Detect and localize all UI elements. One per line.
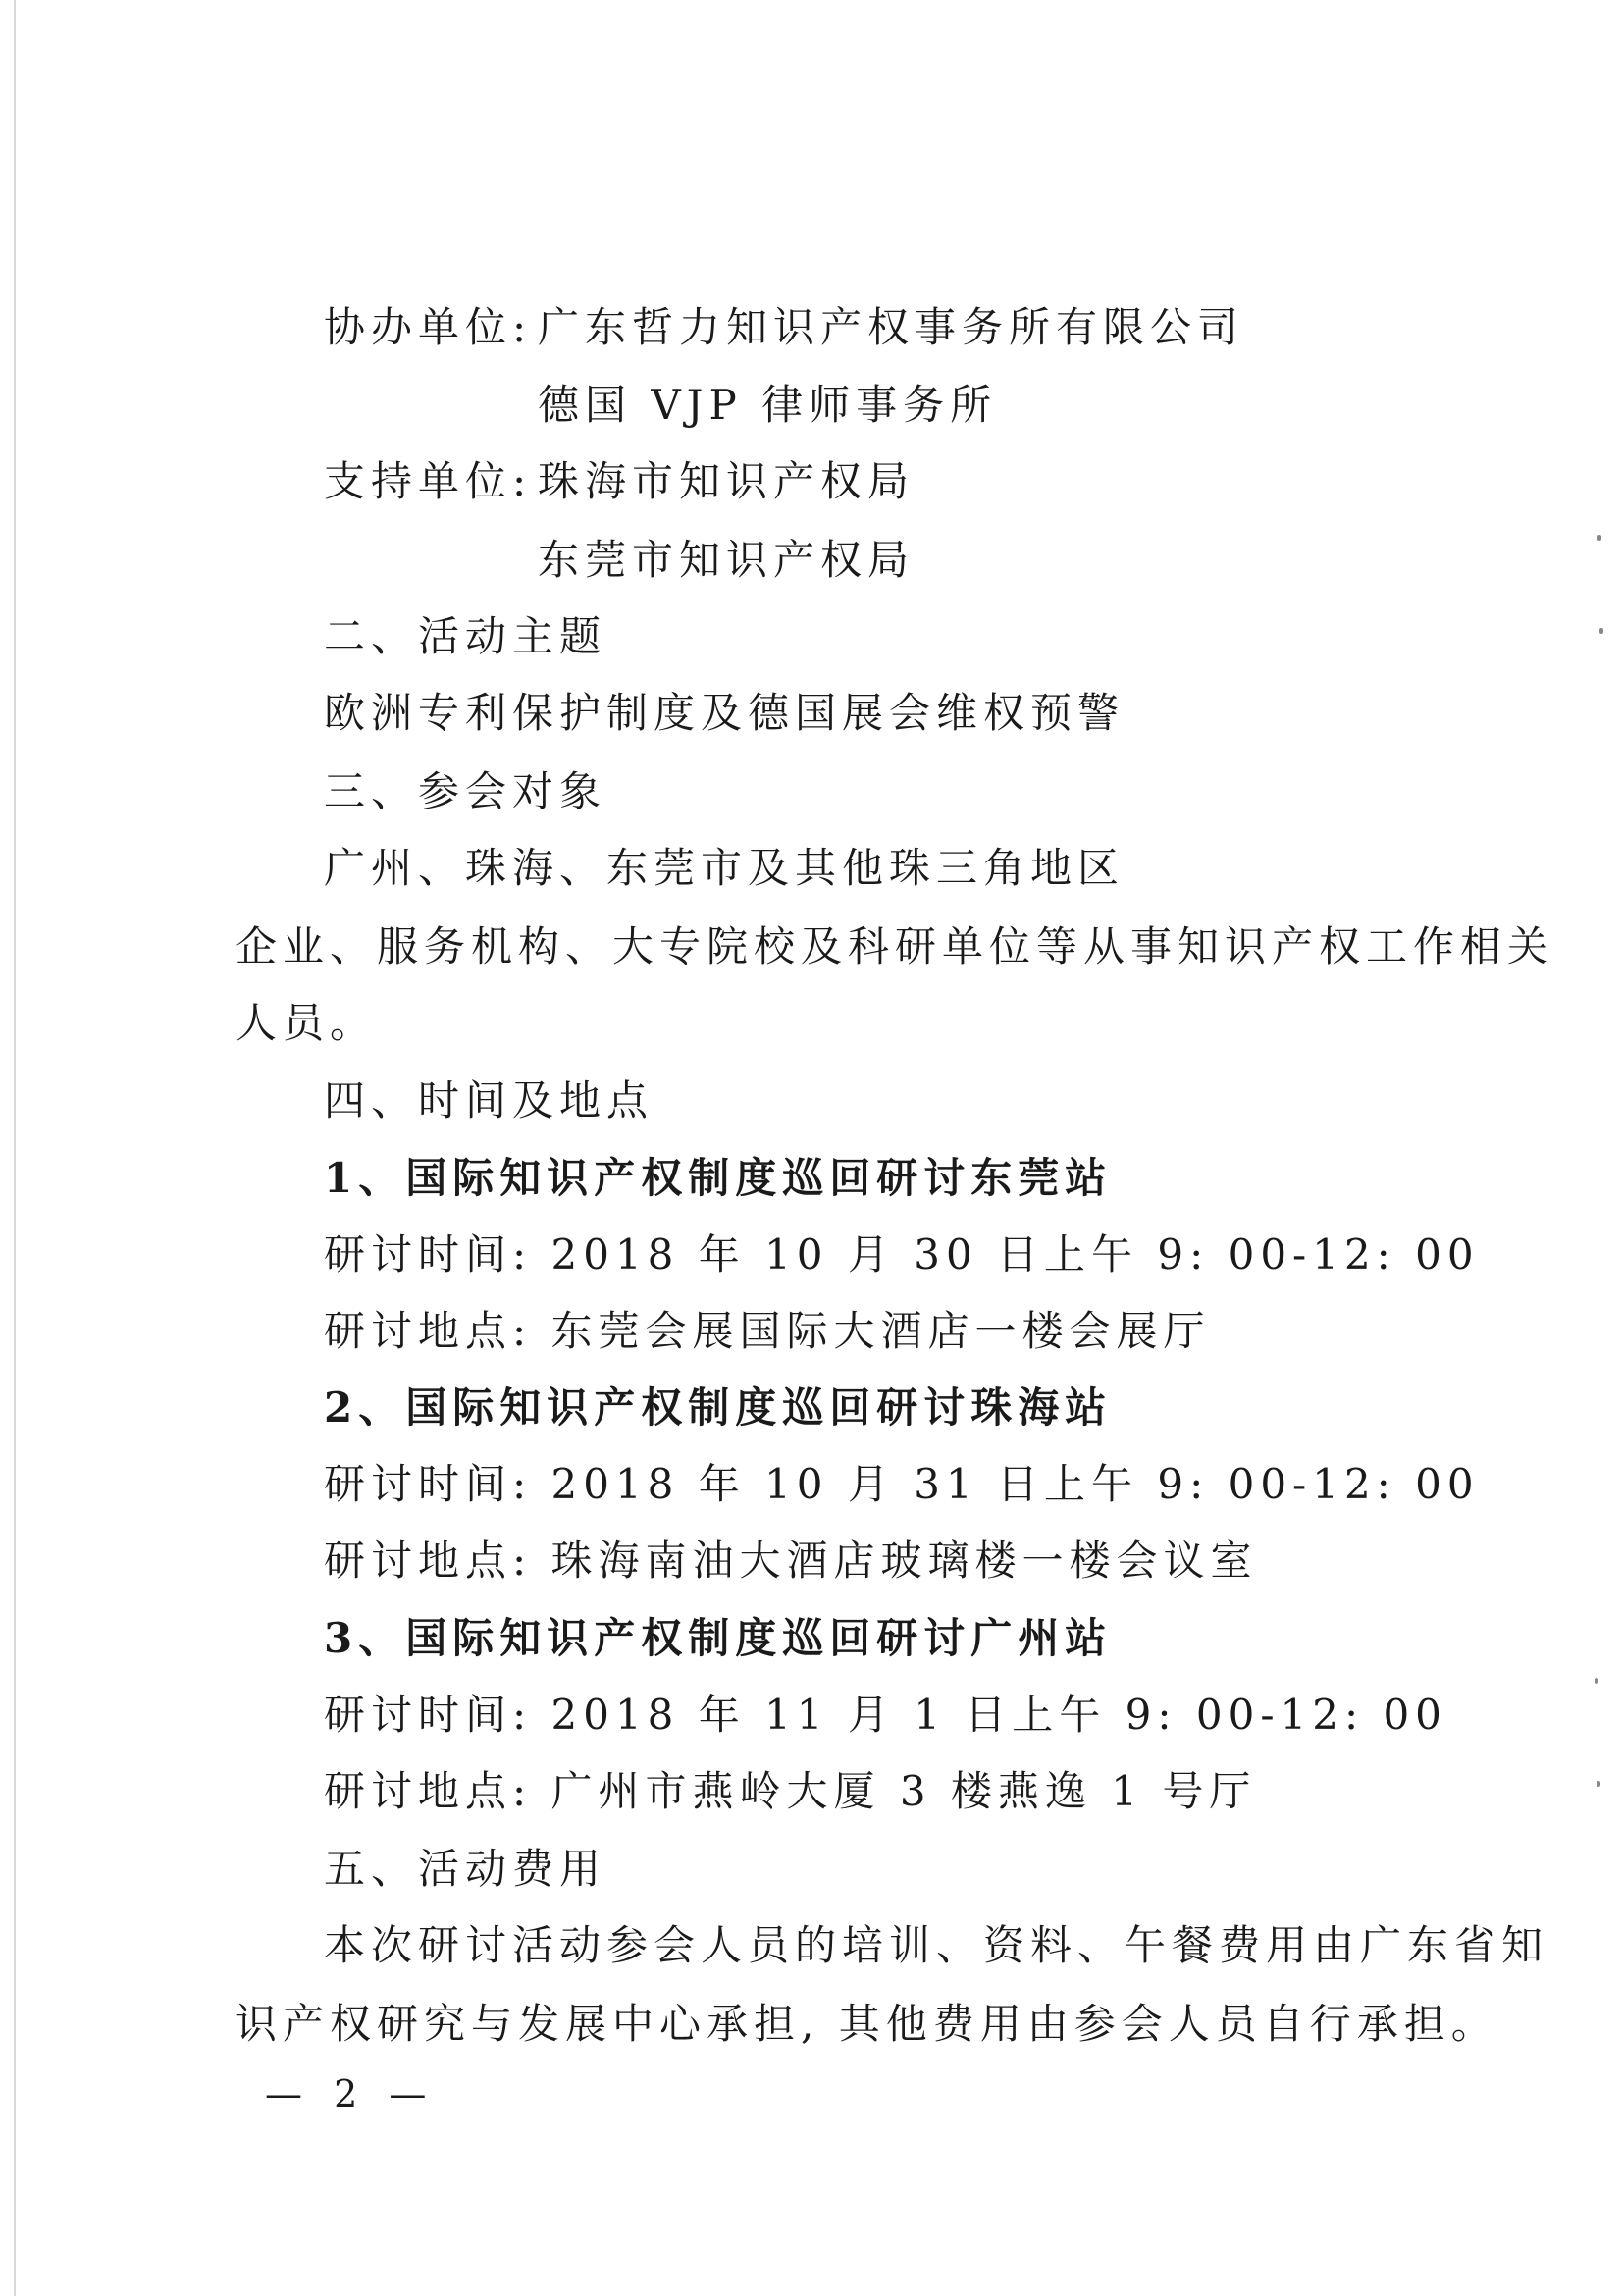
event-place-dongguan: 研讨地点: 东莞会展国际大酒店一楼会展厅	[324, 1307, 1211, 1355]
audience-line-3: 人员。	[236, 999, 378, 1047]
support-label: 支持单位:	[324, 457, 533, 505]
event-title-guangzhou: 3、国际知识产权制度巡回研讨广州站	[324, 1614, 1113, 1662]
event-title-zhuhai: 2、国际知识产权制度巡回研讨珠海站	[324, 1383, 1113, 1432]
support-1: 珠海市知识产权局	[538, 457, 916, 505]
page-edge	[14, 0, 16, 2296]
theme-content: 欧洲专利保护制度及德国展会维权预警	[324, 689, 1126, 737]
scan-speck	[1595, 1678, 1598, 1684]
audience-line-2: 企业、服务机构、大专院校及科研单位等从事知识产权工作相关	[236, 922, 1555, 970]
co-organizer-2: 德国 VJP 律师事务所	[538, 381, 998, 429]
co-organizer-label: 协办单位:	[324, 303, 533, 351]
fees-heading: 五、活动费用	[324, 1845, 607, 1893]
event-place-guangzhou: 研讨地点: 广州市燕岭大厦 3 楼燕逸 1 号厅	[324, 1767, 1257, 1815]
scan-speck	[1597, 535, 1601, 541]
schedule-heading: 四、时间及地点	[324, 1076, 654, 1124]
event-time-zhuhai: 研讨时间: 2018 年 10 月 31 日上午 9: 00-12: 00	[324, 1460, 1480, 1508]
co-organizer-1: 广东哲力知识产权事务所有限公司	[538, 303, 1245, 351]
scan-speck	[1599, 628, 1603, 634]
page-number: — 2 —	[265, 2072, 437, 2115]
scan-speck	[1597, 1781, 1600, 1787]
event-title-dongguan: 1、国际知识产权制度巡回研讨东莞站	[324, 1154, 1113, 1202]
audience-heading: 三、参会对象	[324, 767, 607, 815]
audience-line-1: 广州、珠海、东莞市及其他珠三角地区	[324, 844, 1126, 892]
support-2: 东莞市知识产权局	[538, 536, 916, 584]
theme-heading: 二、活动主题	[324, 612, 607, 660]
fees-line-1: 本次研讨活动参会人员的培训、资料、午餐费用由广东省知	[324, 1921, 1549, 1969]
fees-line-2: 识产权研究与发展中心承担, 其他费用由参会人员自行承担。	[236, 2000, 1498, 2048]
event-place-zhuhai: 研讨地点: 珠海南油大酒店玻璃楼一楼会议室	[324, 1537, 1258, 1585]
event-time-dongguan: 研讨时间: 2018 年 10 月 30 日上午 9: 00-12: 00	[324, 1230, 1480, 1278]
event-time-guangzhou: 研讨时间: 2018 年 11 月 1 日上午 9: 00-12: 00	[324, 1691, 1447, 1739]
